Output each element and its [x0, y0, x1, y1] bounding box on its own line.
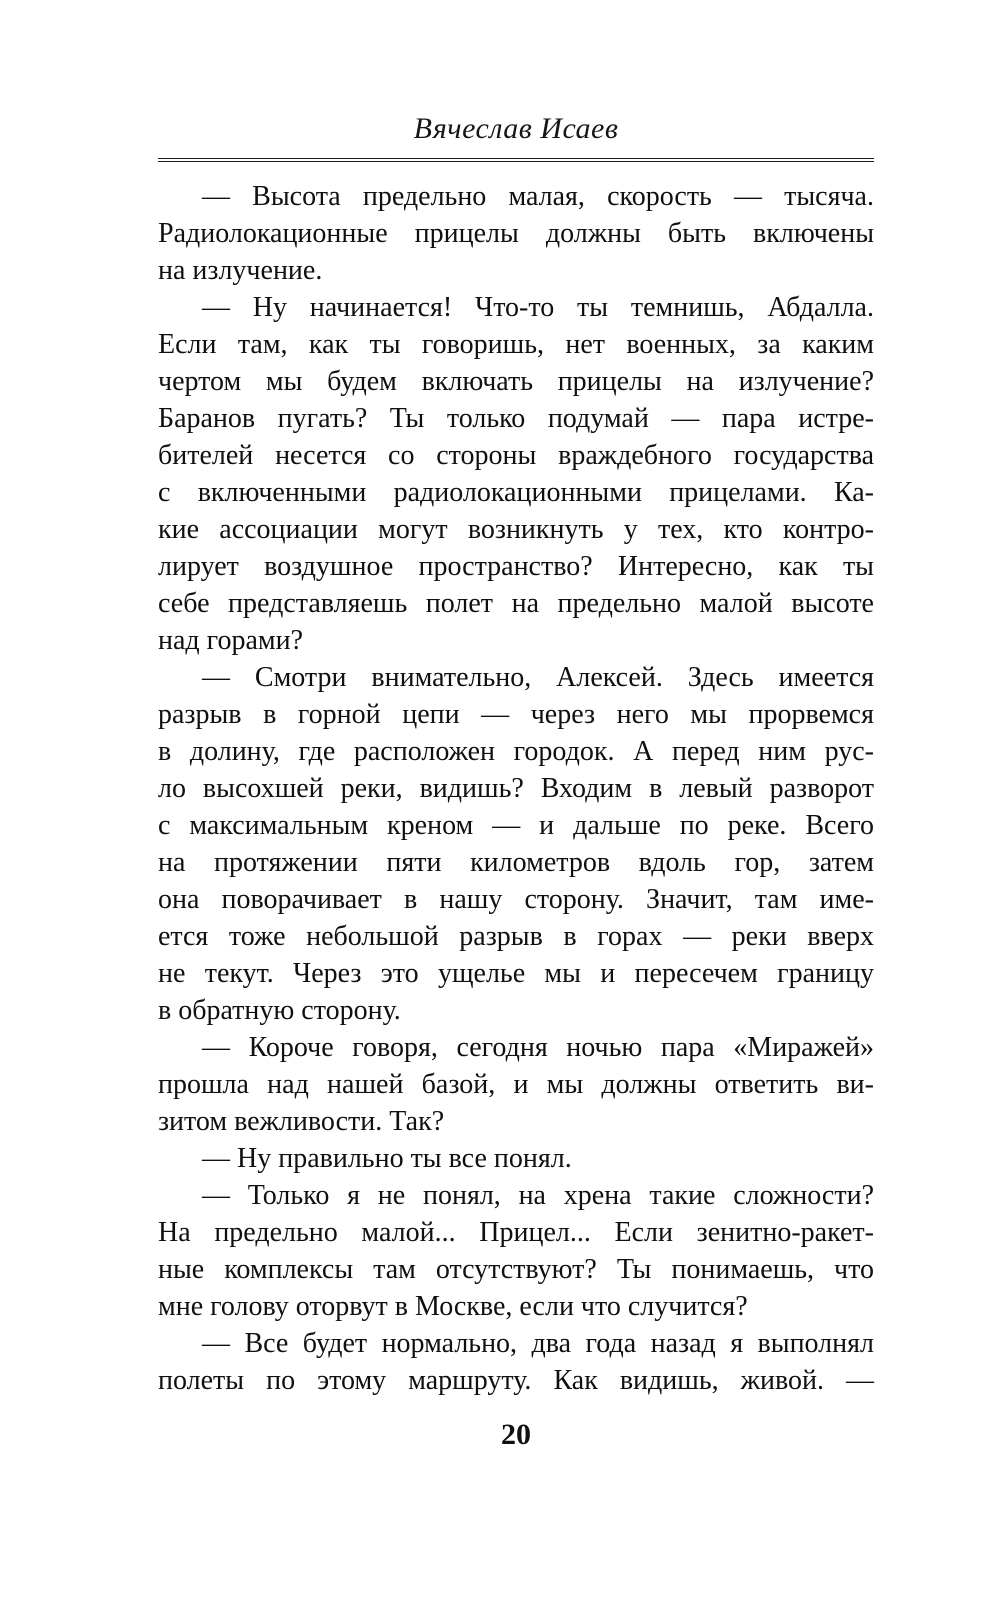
- text-line: зитом вежливости. Так?: [158, 1106, 445, 1137]
- text-line: — Короче говоря, сегодня ночью пара «Миражей»: [202, 1032, 874, 1063]
- text-line: — Только я не понял, на хрена такие сложности?: [202, 1180, 874, 1211]
- text-line: она поворачивает в нашу сторону. Значит, там име-: [158, 884, 874, 915]
- text-line: в обратную сторону.: [158, 995, 401, 1026]
- text-line: На предельно малой... Прицел... Если зенитно-ракет-: [158, 1217, 874, 1248]
- page-footer: [158, 1418, 874, 1452]
- text-line: — Ну правильно ты все понял.: [202, 1143, 572, 1174]
- text-line: себе представляешь полет на предельно малой высоте: [158, 588, 874, 619]
- text-block: [158, 178, 874, 1399]
- text-line: ные комплексы там отсутствуют? Ты понимаешь, что: [158, 1254, 874, 1285]
- text-line: ется тоже небольшой разрыв в горах — реки вверх: [158, 921, 874, 952]
- text-line: мне голову оторвут в Москве, если что случится?: [158, 1291, 748, 1322]
- text-line: Баранов пугать? Ты только подумай — пара истре-: [158, 403, 874, 434]
- text-line: над горами?: [158, 625, 304, 656]
- page-content: [158, 112, 874, 1399]
- header-rule: [158, 158, 874, 162]
- text-line: с включенными радиолокационными прицелами. Ка-: [158, 477, 874, 508]
- text-line: Радиолокационные прицелы должны быть включены: [158, 218, 874, 249]
- page-number: 20: [501, 1418, 531, 1451]
- text-line: чертом мы будем включать прицелы на излучение?: [158, 366, 874, 397]
- running-head-author: Вячеслав Исаев: [413, 112, 619, 145]
- text-line: полеты по этому маршруту. Как видишь, живой. —: [158, 1365, 874, 1396]
- text-line: разрыв в горной цепи — через него мы прорвемся: [158, 699, 874, 730]
- text-line: прошла над нашей базой, и мы должны ответить ви-: [158, 1069, 874, 1100]
- text-line: на протяжении пяти километров вдоль гор, затем: [158, 847, 874, 878]
- text-line: в долину, где расположен городок. А перед ним рус-: [158, 736, 874, 767]
- text-line: — Ну начинается! Что-то ты темнишь, Абдалла.: [202, 292, 874, 323]
- text-line: — Все будет нормально, два года назад я выполнял: [202, 1328, 874, 1359]
- text-line: на излучение.: [158, 255, 323, 286]
- text-line: — Смотри внимательно, Алексей. Здесь имеется: [202, 662, 874, 693]
- text-line: кие ассоциации могут возникнуть у тех, кто контро-: [158, 514, 874, 545]
- text-line: с максимальным креном — и дальше по реке. Всего: [158, 810, 874, 841]
- text-line: бителей несется со стороны враждебного государства: [158, 440, 874, 471]
- text-line: не текут. Через это ущелье мы и пересечем границу: [158, 958, 874, 989]
- text-line: ло высохшей реки, видишь? Входим в левый разворот: [158, 773, 874, 804]
- text-line: Если там, как ты говоришь, нет военных, за каким: [158, 329, 874, 360]
- text-line: — Высота предельно малая, скорость — тысяча.: [202, 181, 874, 212]
- text-line: лирует воздушное пространство? Интересно, как ты: [158, 551, 874, 582]
